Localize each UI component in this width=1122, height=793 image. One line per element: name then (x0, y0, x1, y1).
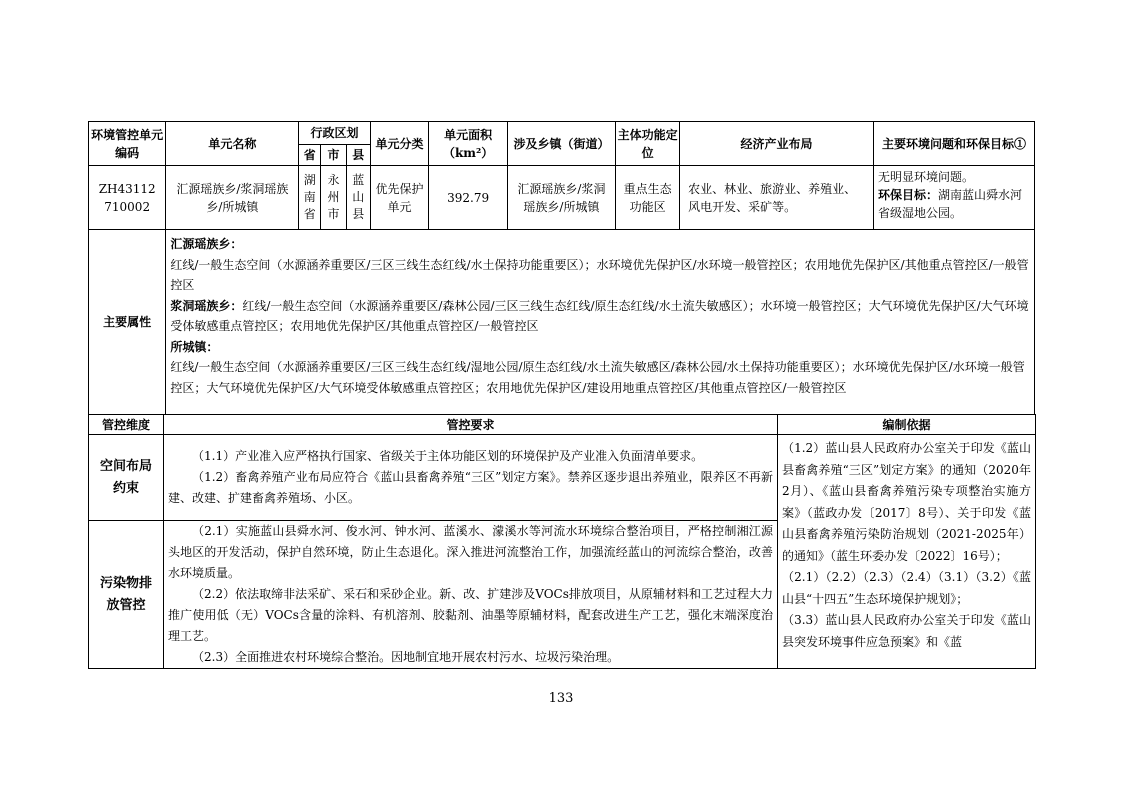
unit-economy: 农业、林业、旅游业、养殖业、风电开发、采矿等。 (680, 166, 874, 230)
space-item-1: （1.1）产业准入应严格执行国家、省级关于主体功能区划的环境保护及产业准入负面清单要求。 (192, 449, 704, 463)
header-county: 县 (346, 145, 370, 166)
huiyuan-text: 红线/一般生态空间（水源涵养重要区/三区三线生态红线/水土保持功能重要区）；水环境优先保护区/水环境一般管控区；农用地优先保护区/其他重点管控区/一般管控区 (170, 257, 1029, 292)
unit-area: 392.79 (429, 166, 507, 230)
pollution-content (164, 521, 778, 669)
header-admin-division: 行政区划 (299, 122, 370, 145)
huiyuan-label: 汇源瑶族乡： (170, 237, 243, 251)
header-towns: 涉及乡镇（街道） (507, 122, 615, 166)
suocheng-text: 红线/一般生态空间（水源涵养重要区/三区三线生态红线/湿地公园/原生态红线/水土流失敏感区/森林公园/水土保持功能重要区）；水环境优先保护区/水环境一般管控区；大气环境优先保护区/大气环境受体敏感重点管控区；农用地优先保护区/建设用地重点管控区/其他重点管控区/一般管控区 (170, 360, 1025, 395)
unit-county: 蓝 山 县 (346, 166, 370, 230)
unit-table (88, 121, 1035, 415)
pollution-item-3: （2.3）全面推进农村环境综合整治。因地制宜地开展农村污水、垃圾污染治理。 (192, 650, 620, 664)
space-layout-label: 空间布局约束 (89, 435, 164, 521)
header-unit-class: 单元分类 (370, 122, 429, 166)
unit-class: 优先保护单元 (370, 166, 429, 230)
pollution-item-2: （2.2）依法取缔非法采矿、采石和采砂企业。新、改、扩建涉及VOCs排放项目，从原辅材料和工艺过程大力推广使用低（无）VOCs含量的涂料、有机溶剂、胶黏剂、油墨等原辅材料，配套改进生产工艺，强化末端深度治理工艺。 (168, 587, 773, 643)
header-unit-area: 单元面积（km²） (429, 122, 507, 166)
unit-city: 永 州 市 (321, 166, 347, 230)
goal-text: 环保目标：湖南蓝山舜水河省级湿地公园。 (878, 188, 1023, 220)
col-basis: 编制依据 (778, 415, 1036, 435)
header-unit-name: 单元名称 (166, 122, 299, 166)
space-item-2: （1.2）畜禽养殖产业布局应符合《蓝山县畜禽养殖“三区”划定方案》。禁养区逐步退出养殖业，限养区不再新建、改建、扩建畜禽养殖场、小区。 (168, 470, 773, 505)
unit-env-issue (874, 166, 1035, 230)
header-city: 市 (321, 145, 347, 166)
header-env-issue: 主要环境问题和环保目标① (874, 122, 1035, 166)
header-province: 省 (299, 145, 321, 166)
basis-item-2: （2.1）（2.2）（2.3）（2.4）（3.1）（3.2）《蓝山县“十四五”生态环境保护规划》； (782, 570, 1031, 606)
attributes-content (166, 230, 1035, 415)
header-economy: 经济产业布局 (680, 122, 874, 166)
unit-province: 湖 南 省 (299, 166, 321, 230)
unit-function: 重点生态功能区 (616, 166, 680, 230)
pollution-item-1: （2.1）实施蓝山县舜水河、俊水河、钟水河、蓝溪水、濛溪水等河流水环境综合整治项目，严格控制湘江源头地区的开发活动，保护自然环境，防止生态退化。深入推进河流整治工作，加强流经蓝山的河流综合整治，改善水环境质量。 (168, 524, 773, 580)
controls-table (88, 414, 1036, 669)
issue-text: 无明显环境问题。 (878, 170, 975, 184)
basis-item-3: （3.3）蓝山县人民政府办公室关于印发《蓝山县突发环境事件应急预案》和《蓝 (782, 613, 1031, 649)
suocheng-label: 所城镇： (170, 339, 219, 354)
unit-towns: 汇源瑶族乡/浆洞瑶族乡/所城镇 (507, 166, 615, 230)
attributes-label: 主要属性 (89, 230, 166, 415)
col-requirement: 管控要求 (164, 415, 778, 435)
jiangdong-block: 浆洞瑶族乡：红线/一般生态空间（水源涵养重要区/森林公园/三区三线生态红线/原生态红线/水土流失敏感区）；水环境一般管控区；大气环境优先保护区/大气环境受体敏感重点管控区；农用地优先保护区/其他重点管控区/一般管控区 (170, 298, 1029, 333)
unit-name: 汇源瑶族乡/浆洞瑶族乡/所城镇 (166, 166, 299, 230)
basis-item-1: （1.2）蓝山县人民政府办公室关于印发《蓝山县畜禽养殖“三区”划定方案》的通知（2020年2月）、《蓝山县畜禽养殖污染专项整治实施方案》（蓝政办发〔2017〕8号）、关于印发《蓝山县畜禽养殖污染防治规划（2021-2025年）的通知》（蓝生环委办发〔2022〕16号）； (782, 441, 1031, 563)
page-number: 133 (548, 691, 574, 706)
basis-content (778, 435, 1036, 669)
unit-code: ZH43112710002 (89, 166, 166, 230)
pollution-label: 污染物排放管控 (89, 521, 164, 669)
header-main-function: 主体功能定位 (616, 122, 680, 166)
col-dimension: 管控维度 (89, 415, 164, 435)
header-unit-code: 环境管控单元编码 (89, 122, 166, 166)
space-layout-content (164, 435, 778, 521)
